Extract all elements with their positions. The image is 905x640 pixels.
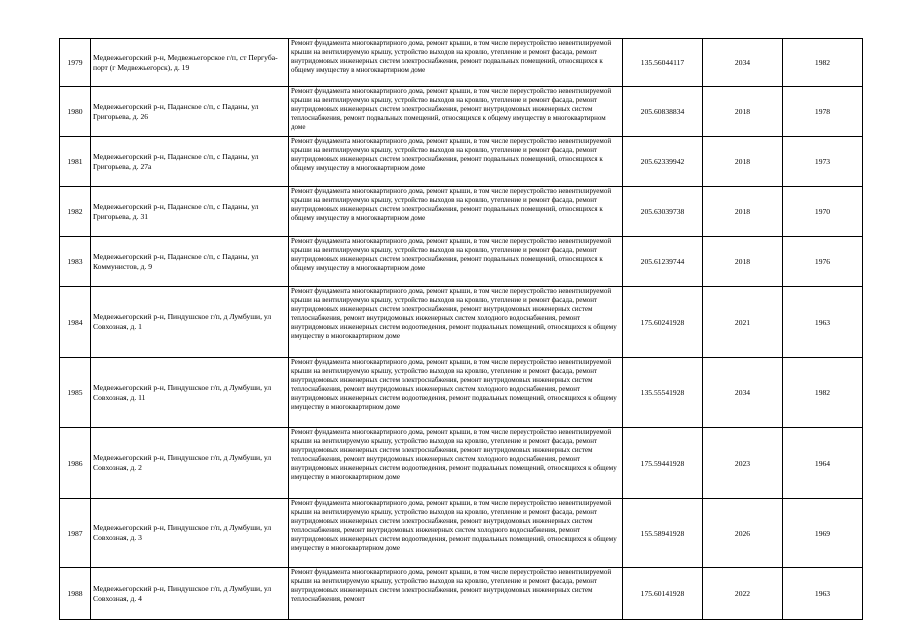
works-cell (289, 358, 623, 428)
repair-program-table (59, 38, 863, 620)
row-number: 1988 (60, 568, 91, 620)
cost-cell: 135.55541928 (623, 358, 703, 428)
works-text: Ремонт фундамента многоквартирного дома, ремонт крыши, в том числе переустройство невентилируемой крыши на вентилируемую крышу, устройство выходов на кровлю, утепление и ремонт фасада, ремонт внутридомовых инженерных систем электроснабжения, ремонт подвальных помещений, относящихся к общему имуществу в многоквартирном доме (291, 187, 612, 223)
built-year-cell: 1963 (783, 568, 863, 620)
built-year-cell: 1978 (783, 87, 863, 137)
works-text: Ремонт фундамента многоквартирного дома, ремонт крыши, в том числе переустройство невентилируемой крыши на вентилируемую крышу, устройство выходов на кровлю, утепление и ремонт фасада, ремонт внутридомовых инженерных систем электроснабжения, ремонт внутридомовых инженерных систем теплоснабжения, ремонт внутридомовых инженерных систем холодного водоснабжения, ремонт внутридомовых инженерных систем водоотведения, ремонт подвальных помещений, относящихся к общему имуществу в многоквартирном доме (291, 358, 617, 412)
address-cell: Медвежьегорский р-н, Паданское с/п, с Паданы, ул Григорьева, д. 27а (91, 137, 289, 187)
row-number: 1980 (60, 87, 91, 137)
address-cell: Медвежьегорский р-н, Пиндушское г/п, д Лумбуши, ул Совхозная, д. 11 (91, 358, 289, 428)
works-text: Ремонт фундамента многоквартирного дома, ремонт крыши, в том числе переустройство невентилируемой крыши на вентилируемую крышу, устройство выходов на кровлю, утепление и ремонт фасада, ремонт внутридомовых инженерных систем электроснабжения, ремонт подвальных помещений, относящихся к общему имуществу в многоквартирном доме (291, 137, 612, 173)
table-row (60, 287, 863, 358)
planned-year-cell: 2018 (703, 87, 783, 137)
row-number: 1984 (60, 287, 91, 358)
address-cell: Медвежьегорский р-н, Паданское с/п, с Паданы, ул Григорьева, д. 31 (91, 187, 289, 237)
address-cell: Медвежьегорский р-н, Медвежьегорское г/п, ст Пергуба-порт (г Медвежьегорск), д. 19 (91, 39, 289, 87)
row-number: 1986 (60, 428, 91, 499)
row-number: 1979 (60, 39, 91, 87)
works-text: Ремонт фундамента многоквартирного дома, ремонт крыши, в том числе переустройство невентилируемой крыши на вентилируемую крышу, устройство выходов на кровлю, утепление и ремонт фасада, ремонт внутридомовых инженерных систем электроснабжения, ремонт внутридомовых инженерных систем теплоснабжения, ремонт (291, 568, 612, 604)
cost-cell: 135.56044117 (623, 39, 703, 87)
planned-year-cell: 2018 (703, 237, 783, 287)
table-row (60, 358, 863, 428)
cost-cell: 205.60838834 (623, 87, 703, 137)
table-row (60, 137, 863, 187)
cost-cell: 205.63039738 (623, 187, 703, 237)
table-row (60, 237, 863, 287)
table-row (60, 187, 863, 237)
built-year-cell: 1970 (783, 187, 863, 237)
row-number: 1982 (60, 187, 91, 237)
address-cell: Медвежьегорский р-н, Пиндушское г/п, д Лумбуши, ул Совхозная, д. 3 (91, 499, 289, 568)
works-cell (289, 428, 623, 499)
works-text: Ремонт фундамента многоквартирного дома, ремонт крыши, в том числе переустройство невентилируемой крыши на вентилируемую крышу, устройство выходов на кровлю, утепление и ремонт фасада, ремонт внутридомовых инженерных систем электроснабжения, ремонт внутридомовых инженерных систем теплоснабжения, ремонт внутридомовых инженерных систем холодного водоснабжения, ремонт внутридомовых инженерных систем водоотведения, ремонт подвальных помещений, относящихся к общему имуществу в многоквартирном доме (291, 287, 617, 341)
cost-cell: 175.60141928 (623, 568, 703, 620)
works-text: Ремонт фундамента многоквартирного дома, ремонт крыши, в том числе переустройство невентилируемой крыши на вентилируемую крышу, устройство выходов на кровлю, утепление и ремонт фасада, ремонт внутридомовых инженерных систем электроснабжения, ремонт внутридомовых инженерных систем теплоснабжения, ремонт внутридомовых инженерных систем холодного водоснабжения, ремонт внутридомовых инженерных систем водоотведения, ремонт подвальных помещений, относящихся к общему имуществу в многоквартирном доме (291, 499, 617, 553)
row-number: 1985 (60, 358, 91, 428)
works-cell (289, 137, 623, 187)
row-number: 1987 (60, 499, 91, 568)
planned-year-cell: 2026 (703, 499, 783, 568)
built-year-cell: 1963 (783, 287, 863, 358)
document-page (59, 38, 850, 620)
cost-cell: 175.60241928 (623, 287, 703, 358)
address-cell: Медвежьегорский р-н, Пиндушское г/п, д Лумбуши, ул Совхозная, д. 1 (91, 287, 289, 358)
address-cell: Медвежьегорский р-н, Пиндушское г/п, д Лумбуши, ул Совхозная, д. 2 (91, 428, 289, 499)
table-row (60, 499, 863, 568)
table-row (60, 39, 863, 87)
built-year-cell: 1982 (783, 358, 863, 428)
works-cell (289, 499, 623, 568)
works-cell (289, 568, 623, 620)
works-cell (289, 39, 623, 87)
address-cell: Медвежьегорский р-н, Пиндушское г/п, д Лумбуши, ул Совхозная, д. 4 (91, 568, 289, 620)
row-number: 1981 (60, 137, 91, 187)
built-year-cell: 1969 (783, 499, 863, 568)
table-row (60, 568, 863, 620)
row-number: 1983 (60, 237, 91, 287)
cost-cell: 205.62339942 (623, 137, 703, 187)
built-year-cell: 1976 (783, 237, 863, 287)
works-cell (289, 237, 623, 287)
built-year-cell: 1964 (783, 428, 863, 499)
cost-cell: 175.59441928 (623, 428, 703, 499)
works-cell (289, 87, 623, 137)
planned-year-cell: 2018 (703, 187, 783, 237)
built-year-cell: 1973 (783, 137, 863, 187)
works-cell (289, 187, 623, 237)
planned-year-cell: 2021 (703, 287, 783, 358)
works-text: Ремонт фундамента многоквартирного дома, ремонт крыши, в том числе переустройство невентилируемой крыши на вентилируемую крышу, устройство выходов на кровлю, утепление и ремонт фасада, ремонт внутридомовых инженерных систем электроснабжения, ремонт подвальных помещений, относящихся к общему имуществу в многоквартирном доме (291, 39, 612, 75)
table-row (60, 87, 863, 137)
address-cell: Медвежьегорский р-н, Паданское с/п, с Паданы, ул Григорьева, д. 26 (91, 87, 289, 137)
address-cell: Медвежьегорский р-н, Паданское с/п, с Паданы, ул Коммунистов, д. 9 (91, 237, 289, 287)
planned-year-cell: 2034 (703, 39, 783, 87)
cost-cell: 155.58941928 (623, 499, 703, 568)
planned-year-cell: 2034 (703, 358, 783, 428)
works-text: Ремонт фундамента многоквартирного дома, ремонт крыши, в том числе переустройство невентилируемой крыши на вентилируемую крышу, устройство выходов на кровлю, утепление и ремонт фасада, ремонт внутридомовых инженерных систем электроснабжения, ремонт подвальных помещений, относящихся к общему имуществу в многоквартирном доме (291, 237, 612, 273)
planned-year-cell: 2022 (703, 568, 783, 620)
works-text: Ремонт фундамента многоквартирного дома, ремонт крыши, в том числе переустройство невентилируемой крыши на вентилируемую крышу, устройство выходов на кровлю, утепление и ремонт фасада, ремонт внутридомовых инженерных систем электроснабжения, ремонт внутридомовых инженерных систем теплоснабжения, ремонт подвальных помещений, относящихся к общему имуществу в многоквартирном доме (291, 87, 612, 132)
planned-year-cell: 2023 (703, 428, 783, 499)
works-text: Ремонт фундамента многоквартирного дома, ремонт крыши, в том числе переустройство невентилируемой крыши на вентилируемую крышу, устройство выходов на кровлю, утепление и ремонт фасада, ремонт внутридомовых инженерных систем электроснабжения, ремонт внутридомовых инженерных систем теплоснабжения, ремонт внутридомовых инженерных систем холодного водоснабжения, ремонт внутридомовых инженерных систем водоотведения, ремонт подвальных помещений, относящихся к общему имуществу в многоквартирном доме (291, 428, 617, 482)
table-row (60, 428, 863, 499)
works-cell (289, 287, 623, 358)
planned-year-cell: 2018 (703, 137, 783, 187)
built-year-cell: 1982 (783, 39, 863, 87)
cost-cell: 205.61239744 (623, 237, 703, 287)
